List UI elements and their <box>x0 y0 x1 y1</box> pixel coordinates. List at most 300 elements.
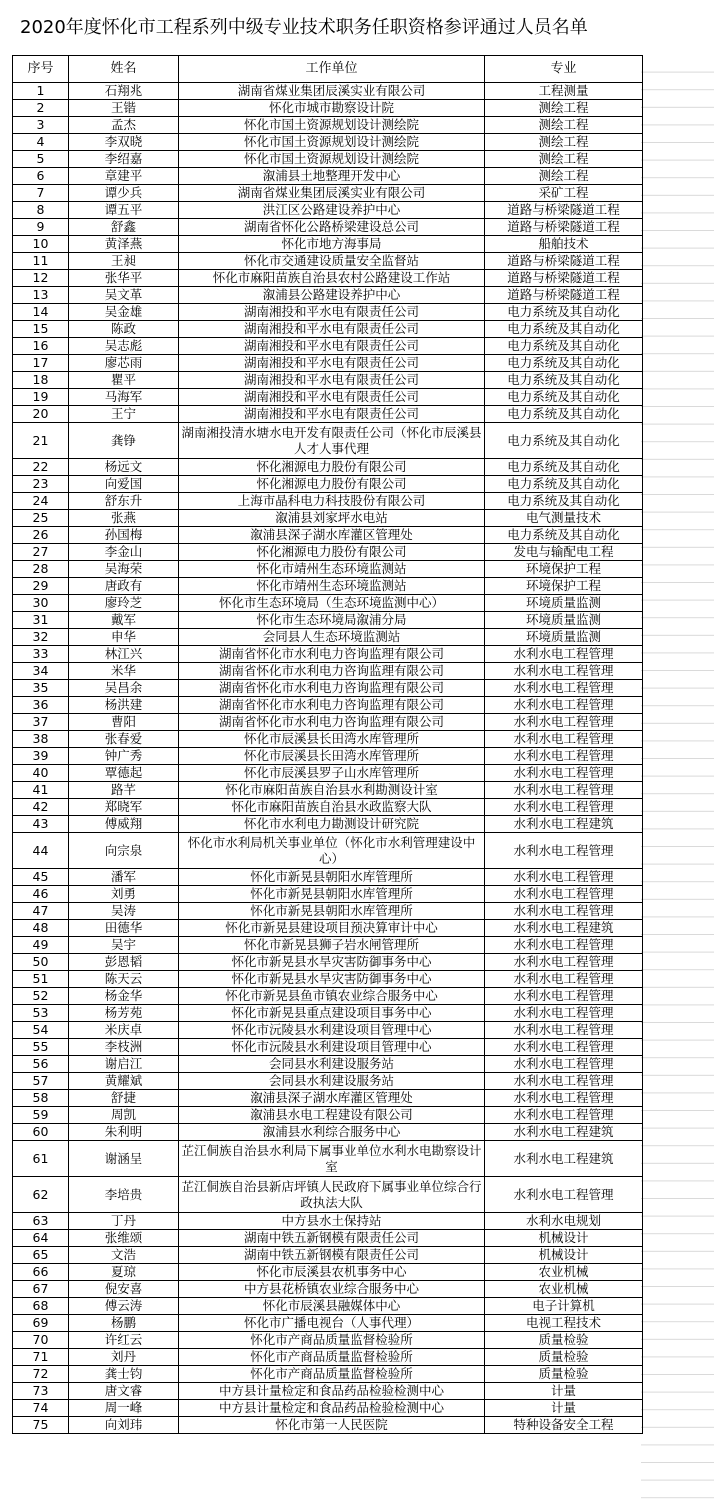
specialty-cell: 电力系统及其自动化 <box>485 355 643 372</box>
person-name-cell: 李培贵 <box>69 1177 179 1213</box>
table-row <box>13 869 643 886</box>
row-number-cell: 62 <box>13 1177 69 1213</box>
workplace-cell: 怀化市国土资源规划设计测绘院 <box>179 117 485 134</box>
person-name-cell: 夏琼 <box>69 1264 179 1281</box>
specialty-cell: 环境质量监测 <box>485 595 643 612</box>
specialty-cell: 测绘工程 <box>485 117 643 134</box>
specialty-cell: 水利水电工程建筑 <box>485 1141 643 1177</box>
row-number-cell: 12 <box>13 270 69 287</box>
row-number-cell: 43 <box>13 816 69 833</box>
person-name-cell: 王锴 <box>69 100 179 117</box>
specialty-cell: 水利水电工程建筑 <box>485 920 643 937</box>
person-name-cell: 曹阳 <box>69 714 179 731</box>
table-row <box>13 748 643 765</box>
person-name-cell: 谢启江 <box>69 1056 179 1073</box>
person-name-cell: 路芊 <box>69 782 179 799</box>
row-number-cell: 39 <box>13 748 69 765</box>
table-row <box>13 151 643 168</box>
person-name-cell: 张燕 <box>69 510 179 527</box>
table-row <box>13 714 643 731</box>
row-number-cell: 4 <box>13 134 69 151</box>
row-number-cell: 19 <box>13 389 69 406</box>
row-number-cell: 16 <box>13 338 69 355</box>
workplace-cell: 怀化市新晃县鱼市镇农业综合服务中心 <box>179 988 485 1005</box>
workplace-cell: 怀化市新晃县狮子岩水闸管理所 <box>179 937 485 954</box>
row-number-cell: 21 <box>13 423 69 459</box>
row-number-cell: 29 <box>13 578 69 595</box>
workplace-cell: 怀化市生态环境局溆浦分局 <box>179 612 485 629</box>
table-row <box>13 406 643 423</box>
row-number-cell: 42 <box>13 799 69 816</box>
row-number-cell: 31 <box>13 612 69 629</box>
row-number-cell: 14 <box>13 304 69 321</box>
row-number-cell: 18 <box>13 372 69 389</box>
person-name-cell: 覃德起 <box>69 765 179 782</box>
specialty-cell: 水利水电工程建筑 <box>485 1124 643 1141</box>
table-row <box>13 663 643 680</box>
person-name-cell: 王昶 <box>69 253 179 270</box>
specialty-cell: 电力系统及其自动化 <box>485 527 643 544</box>
workplace-cell: 中方县计量检定和食品药品检验检测中心 <box>179 1400 485 1417</box>
workplace-cell: 溆浦县深子湖水库灌区管理处 <box>179 1090 485 1107</box>
table-row <box>13 493 643 510</box>
person-name-cell: 吴海荣 <box>69 561 179 578</box>
table-row <box>13 1141 643 1177</box>
row-number-cell: 74 <box>13 1400 69 1417</box>
person-name-cell: 周凯 <box>69 1107 179 1124</box>
specialty-cell: 机械设计 <box>485 1230 643 1247</box>
workplace-cell: 怀化市新晃县水旱灾害防御事务中心 <box>179 954 485 971</box>
specialty-cell: 水利水电工程管理 <box>485 1039 643 1056</box>
person-name-cell: 章建平 <box>69 168 179 185</box>
row-number-cell: 55 <box>13 1039 69 1056</box>
specialty-cell: 质量检验 <box>485 1349 643 1366</box>
header-number: 序号 <box>13 56 69 83</box>
person-name-cell: 郑晓军 <box>69 799 179 816</box>
workplace-cell: 怀化市产商品质量监督检验所 <box>179 1332 485 1349</box>
workplace-cell: 怀化市靖州生态环境监测站 <box>179 561 485 578</box>
workplace-cell: 湖南省怀化市水利电力咨询监理有限公司 <box>179 663 485 680</box>
specialty-cell: 水利水电工程管理 <box>485 799 643 816</box>
row-number-cell: 52 <box>13 988 69 1005</box>
workplace-cell: 怀化市新晃县水旱灾害防御事务中心 <box>179 971 485 988</box>
specialty-cell: 水利水电工程管理 <box>485 1177 643 1213</box>
workplace-cell: 怀化市辰溪县农机事务中心 <box>179 1264 485 1281</box>
table-row <box>13 100 643 117</box>
row-number-cell: 56 <box>13 1056 69 1073</box>
row-number-cell: 1 <box>13 83 69 100</box>
row-number-cell: 54 <box>13 1022 69 1039</box>
specialty-cell: 质量检验 <box>485 1366 643 1383</box>
workplace-cell: 湖南省怀化市水利电力咨询监理有限公司 <box>179 714 485 731</box>
specialty-cell: 水利水电工程管理 <box>485 680 643 697</box>
person-name-cell: 唐文睿 <box>69 1383 179 1400</box>
person-name-cell: 舒捷 <box>69 1090 179 1107</box>
specialty-cell: 道路与桥梁隧道工程 <box>485 253 643 270</box>
specialty-cell: 计量 <box>485 1400 643 1417</box>
specialty-cell: 水利水电规划 <box>485 1213 643 1230</box>
table-row <box>13 988 643 1005</box>
person-name-cell: 米庆卓 <box>69 1022 179 1039</box>
workplace-cell: 怀化市广播电视台（人事代理） <box>179 1315 485 1332</box>
row-number-cell: 26 <box>13 527 69 544</box>
row-number-cell: 25 <box>13 510 69 527</box>
row-number-cell: 20 <box>13 406 69 423</box>
workplace-cell: 怀化市辰溪县长田湾水库管理所 <box>179 748 485 765</box>
person-name-cell: 钟广秀 <box>69 748 179 765</box>
row-number-cell: 47 <box>13 903 69 920</box>
specialty-cell: 水利水电工程管理 <box>485 869 643 886</box>
row-number-cell: 17 <box>13 355 69 372</box>
table-row <box>13 1005 643 1022</box>
table-row <box>13 903 643 920</box>
table-row <box>13 1107 643 1124</box>
workplace-cell: 会同县人生态环境监测站 <box>179 629 485 646</box>
table-row <box>13 117 643 134</box>
specialty-cell: 水利水电工程管理 <box>485 1073 643 1090</box>
person-name-cell: 傅云涛 <box>69 1298 179 1315</box>
row-number-cell: 48 <box>13 920 69 937</box>
specialty-cell: 计量 <box>485 1383 643 1400</box>
row-number-cell: 35 <box>13 680 69 697</box>
workplace-cell: 溆浦县深子湖水库灌区管理处 <box>179 527 485 544</box>
table-row <box>13 1177 643 1213</box>
person-name-cell: 黄耀斌 <box>69 1073 179 1090</box>
table-row <box>13 236 643 253</box>
person-name-cell: 倪安喜 <box>69 1281 179 1298</box>
workplace-cell: 湖南省怀化市水利电力咨询监理有限公司 <box>179 697 485 714</box>
workplace-cell: 中方县计量检定和食品药品检验检测中心 <box>179 1383 485 1400</box>
person-name-cell: 谭五平 <box>69 202 179 219</box>
specialty-cell: 水利水电工程建筑 <box>485 816 643 833</box>
person-name-cell: 吴金雄 <box>69 304 179 321</box>
workplace-cell: 怀化市辰溪县融媒体中心 <box>179 1298 485 1315</box>
workplace-cell: 湖南湘投和平水电有限责任公司 <box>179 389 485 406</box>
row-number-cell: 44 <box>13 833 69 869</box>
specialty-cell: 水利水电工程管理 <box>485 646 643 663</box>
specialty-cell: 水利水电工程管理 <box>485 954 643 971</box>
person-name-cell: 向刘玮 <box>69 1417 179 1434</box>
row-number-cell: 24 <box>13 493 69 510</box>
specialty-cell: 测绘工程 <box>485 151 643 168</box>
workplace-cell: 怀化市沅陵县水利建设项目管理中心 <box>179 1022 485 1039</box>
person-name-cell: 孙国梅 <box>69 527 179 544</box>
table-row <box>13 304 643 321</box>
specialty-cell: 电气测量技术 <box>485 510 643 527</box>
roster-body <box>13 83 643 1434</box>
table-row <box>13 833 643 869</box>
table-row <box>13 270 643 287</box>
row-number-cell: 32 <box>13 629 69 646</box>
row-number-cell: 23 <box>13 476 69 493</box>
specialty-cell: 道路与桥梁隧道工程 <box>485 287 643 304</box>
table-row <box>13 782 643 799</box>
workplace-cell: 湖南省怀化公路桥梁建设总公司 <box>179 219 485 236</box>
workplace-cell: 芷江侗族自治县新店坪镇人民政府下属事业单位综合行政执法大队 <box>179 1177 485 1213</box>
person-name-cell: 米华 <box>69 663 179 680</box>
person-name-cell: 王宁 <box>69 406 179 423</box>
row-number-cell: 49 <box>13 937 69 954</box>
row-number-cell: 67 <box>13 1281 69 1298</box>
table-row <box>13 253 643 270</box>
specialty-cell: 水利水电工程管理 <box>485 988 643 1005</box>
table-row <box>13 338 643 355</box>
specialty-cell: 水利水电工程管理 <box>485 833 643 869</box>
row-number-cell: 58 <box>13 1090 69 1107</box>
table-row <box>13 1332 643 1349</box>
table-row <box>13 816 643 833</box>
table-row <box>13 1298 643 1315</box>
table-row <box>13 578 643 595</box>
workplace-cell: 怀化市辰溪县长田湾水库管理所 <box>179 731 485 748</box>
person-name-cell: 杨芳苑 <box>69 1005 179 1022</box>
workplace-cell: 溆浦县水利综合服务中心 <box>179 1124 485 1141</box>
header-name: 姓名 <box>69 56 179 83</box>
specialty-cell: 电力系统及其自动化 <box>485 406 643 423</box>
person-name-cell: 龚铮 <box>69 423 179 459</box>
specialty-cell: 采矿工程 <box>485 185 643 202</box>
workplace-cell: 湖南省煤业集团辰溪实业有限公司 <box>179 185 485 202</box>
specialty-cell: 发电与输配电工程 <box>485 544 643 561</box>
person-name-cell: 李金山 <box>69 544 179 561</box>
specialty-cell: 电力系统及其自动化 <box>485 372 643 389</box>
row-number-cell: 61 <box>13 1141 69 1177</box>
specialty-cell: 电子计算机 <box>485 1298 643 1315</box>
workplace-cell: 怀化市国土资源规划设计测绘院 <box>179 134 485 151</box>
workplace-cell: 怀化市产商品质量监督检验所 <box>179 1366 485 1383</box>
row-number-cell: 50 <box>13 954 69 971</box>
workplace-cell: 湖南湘投和平水电有限责任公司 <box>179 321 485 338</box>
table-row <box>13 389 643 406</box>
specialty-cell: 测绘工程 <box>485 100 643 117</box>
workplace-cell: 中方县花桥镇农业综合服务中心 <box>179 1281 485 1298</box>
person-name-cell: 张华平 <box>69 270 179 287</box>
workplace-cell: 湖南中铁五新钢模有限责任公司 <box>179 1247 485 1264</box>
row-number-cell: 13 <box>13 287 69 304</box>
person-name-cell: 陈政 <box>69 321 179 338</box>
person-name-cell: 吴涛 <box>69 903 179 920</box>
table-row <box>13 1230 643 1247</box>
row-number-cell: 53 <box>13 1005 69 1022</box>
specialty-cell: 水利水电工程管理 <box>485 731 643 748</box>
workplace-cell: 怀化市麻阳苗族自治县农村公路建设工作站 <box>179 270 485 287</box>
specialty-cell: 水利水电工程管理 <box>485 1005 643 1022</box>
specialty-cell: 道路与桥梁隧道工程 <box>485 219 643 236</box>
person-name-cell: 许红云 <box>69 1332 179 1349</box>
row-number-cell: 68 <box>13 1298 69 1315</box>
person-name-cell: 杨洪建 <box>69 697 179 714</box>
workplace-cell: 湖南湘投和平水电有限责任公司 <box>179 372 485 389</box>
person-name-cell: 陈天云 <box>69 971 179 988</box>
workplace-cell: 怀化湘源电力股份有限公司 <box>179 544 485 561</box>
person-name-cell: 李枝洲 <box>69 1039 179 1056</box>
row-number-cell: 22 <box>13 459 69 476</box>
table-row <box>13 527 643 544</box>
person-name-cell: 申华 <box>69 629 179 646</box>
person-name-cell: 吴昌余 <box>69 680 179 697</box>
table-row <box>13 372 643 389</box>
row-number-cell: 66 <box>13 1264 69 1281</box>
workplace-cell: 怀化市水利局机关事业单位（怀化市水利管理建设中心） <box>179 833 485 869</box>
person-name-cell: 孟杰 <box>69 117 179 134</box>
specialty-cell: 水利水电工程管理 <box>485 748 643 765</box>
table-row <box>13 561 643 578</box>
workplace-cell: 怀化市靖州生态环境监测站 <box>179 578 485 595</box>
specialty-cell: 水利水电工程管理 <box>485 886 643 903</box>
specialty-cell: 电力系统及其自动化 <box>485 493 643 510</box>
workplace-cell: 怀化市国土资源规划设计测绘院 <box>179 151 485 168</box>
person-name-cell: 向爱国 <box>69 476 179 493</box>
specialty-cell: 水利水电工程管理 <box>485 1022 643 1039</box>
row-number-cell: 70 <box>13 1332 69 1349</box>
specialty-cell: 道路与桥梁隧道工程 <box>485 270 643 287</box>
workplace-cell: 湖南省怀化市水利电力咨询监理有限公司 <box>179 646 485 663</box>
table-row <box>13 510 643 527</box>
workplace-cell: 怀化市新晃县朝阳水库管理所 <box>179 886 485 903</box>
row-number-cell: 3 <box>13 117 69 134</box>
table-row <box>13 765 643 782</box>
person-name-cell: 刘勇 <box>69 886 179 903</box>
row-number-cell: 40 <box>13 765 69 782</box>
table-row <box>13 1124 643 1141</box>
person-name-cell: 林江兴 <box>69 646 179 663</box>
row-number-cell: 72 <box>13 1366 69 1383</box>
table-header-row <box>13 56 643 83</box>
person-name-cell: 向宗泉 <box>69 833 179 869</box>
workplace-cell: 湖南湘投和平水电有限责任公司 <box>179 338 485 355</box>
row-number-cell: 51 <box>13 971 69 988</box>
specialty-cell: 特种设备安全工程 <box>485 1417 643 1434</box>
specialty-cell: 水利水电工程管理 <box>485 1056 643 1073</box>
row-number-cell: 36 <box>13 697 69 714</box>
header-specialty: 专业 <box>485 56 643 83</box>
specialty-cell: 测绘工程 <box>485 134 643 151</box>
specialty-cell: 环境质量监测 <box>485 629 643 646</box>
specialty-cell: 机械设计 <box>485 1247 643 1264</box>
table-row <box>13 954 643 971</box>
workplace-cell: 怀化湘源电力股份有限公司 <box>179 476 485 493</box>
page-title: 2020年度怀化市工程系列中级专业技术职务任职资格参评通过人员名单 <box>20 17 588 38</box>
person-name-cell: 杨远文 <box>69 459 179 476</box>
workplace-cell: 洪江区公路建设养护中心 <box>179 202 485 219</box>
specialty-cell: 电力系统及其自动化 <box>485 459 643 476</box>
specialty-cell: 电力系统及其自动化 <box>485 304 643 321</box>
row-number-cell: 46 <box>13 886 69 903</box>
workplace-cell: 怀化市新晃县朝阳水库管理所 <box>179 869 485 886</box>
workplace-cell: 上海市晶科电力科技股份有限公司 <box>179 493 485 510</box>
person-name-cell: 廖玲芝 <box>69 595 179 612</box>
specialty-cell: 水利水电工程管理 <box>485 937 643 954</box>
person-name-cell: 唐政有 <box>69 578 179 595</box>
table-row <box>13 1213 643 1230</box>
table-row <box>13 1264 643 1281</box>
row-number-cell: 2 <box>13 100 69 117</box>
specialty-cell: 水利水电工程管理 <box>485 903 643 920</box>
table-row <box>13 134 643 151</box>
specialty-cell: 质量检验 <box>485 1332 643 1349</box>
table-row <box>13 731 643 748</box>
workplace-cell: 溆浦县水电工程建设有限公司 <box>179 1107 485 1124</box>
specialty-cell: 环境保护工程 <box>485 561 643 578</box>
workplace-cell: 怀化市交通建设质量安全监督站 <box>179 253 485 270</box>
specialty-cell: 水利水电工程管理 <box>485 714 643 731</box>
workplace-cell: 芷江侗族自治县水利局下属事业单位水利水电勘察设计室 <box>179 1141 485 1177</box>
specialty-cell: 水利水电工程管理 <box>485 782 643 799</box>
table-row <box>13 168 643 185</box>
workplace-cell: 怀化市麻阳苗族自治县水利勘测设计室 <box>179 782 485 799</box>
table-row <box>13 219 643 236</box>
person-name-cell: 杨鹏 <box>69 1315 179 1332</box>
workplace-cell: 中方县水土保持站 <box>179 1213 485 1230</box>
workplace-cell: 湖南湘投清水塘水电开发有限责任公司（怀化市辰溪县人才人事代理 <box>179 423 485 459</box>
person-name-cell: 李双晓 <box>69 134 179 151</box>
person-name-cell: 瞿平 <box>69 372 179 389</box>
workplace-cell: 湖南湘投和平水电有限责任公司 <box>179 355 485 372</box>
specialty-cell: 船舶技术 <box>485 236 643 253</box>
table-row <box>13 697 643 714</box>
specialty-cell: 环境保护工程 <box>485 578 643 595</box>
table-row <box>13 1090 643 1107</box>
specialty-cell: 电力系统及其自动化 <box>485 389 643 406</box>
table-row <box>13 321 643 338</box>
row-number-cell: 28 <box>13 561 69 578</box>
workplace-cell: 湖南中铁五新钢模有限责任公司 <box>179 1230 485 1247</box>
header-workplace: 工作单位 <box>179 56 485 83</box>
row-number-cell: 45 <box>13 869 69 886</box>
row-number-cell: 27 <box>13 544 69 561</box>
table-row <box>13 1281 643 1298</box>
workplace-cell: 怀化市城市勘察设计院 <box>179 100 485 117</box>
workplace-cell: 湖南湘投和平水电有限责任公司 <box>179 304 485 321</box>
table-row <box>13 423 643 459</box>
row-number-cell: 9 <box>13 219 69 236</box>
row-number-cell: 5 <box>13 151 69 168</box>
table-row <box>13 83 643 100</box>
person-name-cell: 廖芯雨 <box>69 355 179 372</box>
workplace-cell: 溆浦县土地整理开发中心 <box>179 168 485 185</box>
specialty-cell: 农业机械 <box>485 1281 643 1298</box>
person-name-cell: 彭恩韬 <box>69 954 179 971</box>
table-row <box>13 920 643 937</box>
workplace-cell: 溆浦县公路建设养护中心 <box>179 287 485 304</box>
person-name-cell: 谢涵呈 <box>69 1141 179 1177</box>
person-name-cell: 李绍嘉 <box>69 151 179 168</box>
person-name-cell: 朱利明 <box>69 1124 179 1141</box>
workplace-cell: 溆浦县刘家坪水电站 <box>179 510 485 527</box>
table-row <box>13 1056 643 1073</box>
person-name-cell: 田德华 <box>69 920 179 937</box>
specialty-cell: 水利水电工程管理 <box>485 697 643 714</box>
table-row <box>13 202 643 219</box>
specialty-cell: 测绘工程 <box>485 168 643 185</box>
table-row <box>13 355 643 372</box>
row-number-cell: 10 <box>13 236 69 253</box>
person-name-cell: 谭少兵 <box>69 185 179 202</box>
row-number-cell: 75 <box>13 1417 69 1434</box>
specialty-cell: 道路与桥梁隧道工程 <box>485 202 643 219</box>
row-number-cell: 7 <box>13 185 69 202</box>
row-number-cell: 37 <box>13 714 69 731</box>
table-row <box>13 1247 643 1264</box>
table-row <box>13 629 643 646</box>
row-number-cell: 34 <box>13 663 69 680</box>
table-row <box>13 1315 643 1332</box>
table-row <box>13 544 643 561</box>
workplace-cell: 怀化市新晃县重点建设项目事务中心 <box>179 1005 485 1022</box>
table-row <box>13 459 643 476</box>
person-name-cell: 吴志彪 <box>69 338 179 355</box>
row-number-cell: 63 <box>13 1213 69 1230</box>
